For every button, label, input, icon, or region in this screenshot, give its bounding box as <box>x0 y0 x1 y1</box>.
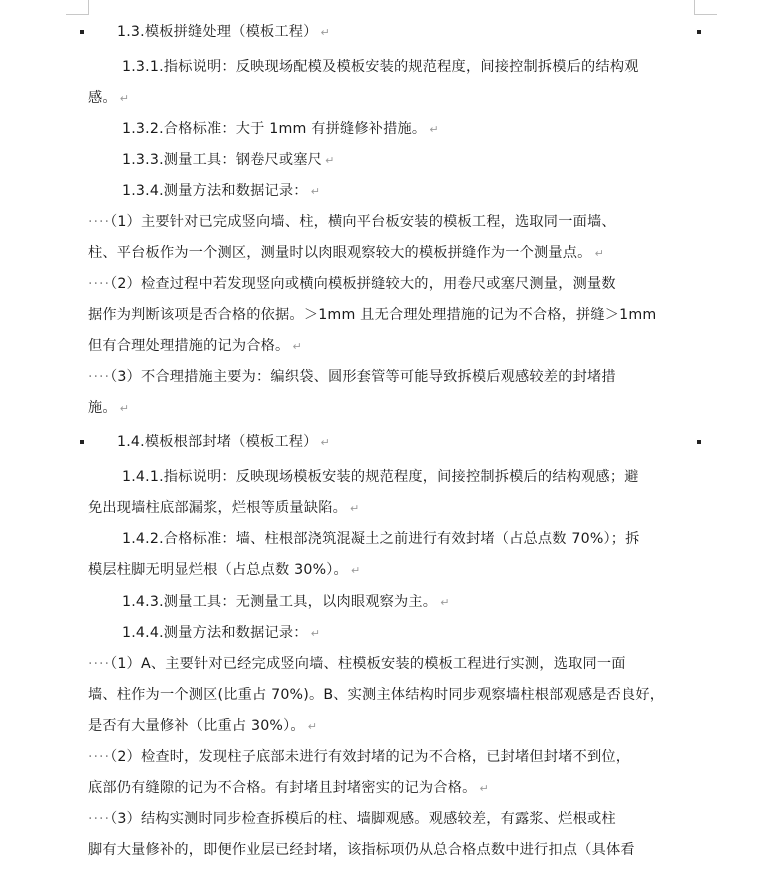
paragraph-line: 据作为判断该项是否合格的依据。＞1mm 且无合理处理措施的记为不合格，拼缝＞1mm <box>88 307 657 323</box>
paragraph-line: 墙、柱作为一个测区(比重占 70%)。B、实测主体结构时同步观察墙柱根部观感是否良好， <box>88 687 665 703</box>
paragraph-line: 1.3.4.测量方法和数据记录： ↵ <box>122 183 321 199</box>
paragraph-line: 1.4.4.测量方法和数据记录： ↵ <box>122 625 321 641</box>
paragraph-line: ····（2）检查时，发现柱子底部未进行有效封堵的记为不合格，已封堵但封堵不到位， <box>88 749 631 765</box>
list-bullet <box>697 440 701 444</box>
paragraph-line: 1.4.2.合格标准：墙、柱根部浇筑混凝土之前进行有效封堵（占总点数 70%）；拆 <box>122 531 640 547</box>
paragraph-line: 免出现墙柱底部漏浆，烂根等质量缺陷。 ↵ <box>88 500 360 516</box>
paragraph-line: 模层柱脚无明显烂根（占总点数 30%）。 ↵ <box>88 562 361 578</box>
paragraph-line: ····（2）检查过程中若发现竖向或横向模板拼缝较大的，用卷尺或塞尺测量，测量数 <box>88 276 616 292</box>
paragraph-line: 脚有大量修补的，即便作业层已经封堵，该指标项仍从总合格点数中进行扣点（具体看 <box>88 842 635 858</box>
section-heading: 1.4.模板根部封堵（模板工程） ↵ <box>117 434 330 450</box>
paragraph-line: ····（1）主要针对已完成竖向墙、柱，横向平台板安装的模板工程，选取同一面墙、 <box>88 214 616 230</box>
paragraph-line: 1.3.2.合格标准：大于 1mm 有拼缝修补措施。 ↵ <box>122 121 439 137</box>
paragraph-line: 施。 ↵ <box>88 400 130 416</box>
list-bullet <box>80 440 84 444</box>
list-bullet <box>697 30 701 34</box>
paragraph-line: ····（3）结构实测时同步检查拆模后的柱、墙脚观感。观感较差，有露浆、烂根或柱 <box>88 811 616 827</box>
paragraph-line: ····（3）不合理措施主要为：编织袋、圆形套管等可能导致拆模后观感较差的封堵措 <box>88 369 616 385</box>
paragraph-line: 柱、平台板作为一个测区，测量时以肉眼观察较大的模板拼缝作为一个测量点。 ↵ <box>88 245 604 261</box>
paragraph-line: 1.3.3.测量工具：钢卷尺或塞尺 ↵ <box>122 152 335 168</box>
section-heading: 1.3.模板拼缝处理（模板工程） ↵ <box>117 24 330 40</box>
paragraph-line: 1.4.1.指标说明：反映现场模板安装的规范程度，间接控制拆模后的结构观感；避 <box>122 469 639 485</box>
paragraph-line: 感。 ↵ <box>88 90 130 106</box>
paragraph-line: ····（1）A、主要针对已经完成竖向墙、柱模板安装的模板工程进行实测，选取同一面 <box>88 656 626 672</box>
paragraph-line: 1.3.1.指标说明：反映现场配模及模板安装的规范程度，间接控制拆模后的结构观 <box>122 59 639 75</box>
paragraph-line: 但有合理处理措施的记为合格。 ↵ <box>88 338 302 354</box>
paragraph-line: 是否有大量修补（比重占 30%）。 ↵ <box>88 718 318 734</box>
paragraph-line: 底部仍有缝隙的记为不合格。有封堵且封堵密实的记为合格。 ↵ <box>88 780 489 796</box>
paragraph-line: 1.4.3.测量工具：无测量工具，以肉眼观察为主。 ↵ <box>122 594 450 610</box>
list-bullet <box>80 30 84 34</box>
